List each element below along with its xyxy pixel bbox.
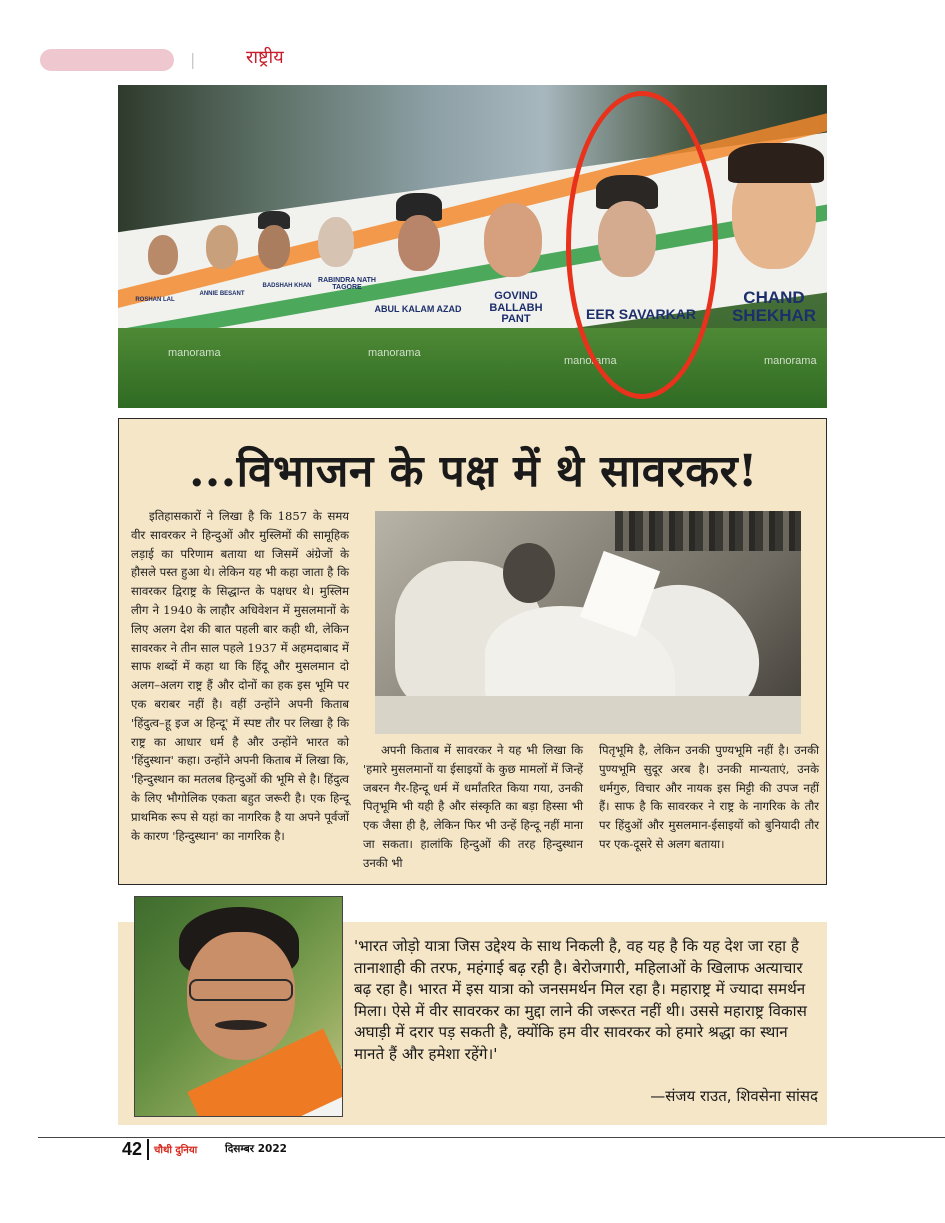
issue-date: दिसम्बर 2022 [225, 1143, 287, 1155]
watermark: manorama [368, 347, 421, 359]
savarkar-photo [375, 511, 801, 734]
watermark: manorama [564, 355, 617, 367]
article-box [118, 418, 827, 885]
highlight-ring [566, 91, 718, 399]
article-headline: ...विभाजन के पक्ष में थे सावरकर! [189, 446, 758, 497]
footer-divider [147, 1139, 149, 1160]
banner-label-1: ROSHAN LAL [135, 297, 175, 303]
banner-label-4: RABINDRA NATH TAGORE [318, 277, 376, 292]
banner-label-2: ANNIE BESANT [199, 291, 245, 297]
banner-label-3: BADSHAH KHAN [262, 283, 312, 289]
banner-label-7: EER SAVARKAR [586, 306, 696, 322]
magazine-logo: चौथी दुनिया [154, 1145, 198, 1156]
quote-attribution: —संजय राउत, शिवसेना सांसद [650, 1087, 818, 1105]
speaker-portrait [134, 896, 343, 1117]
article-column-1: इतिहासकारों ने लिखा है कि 1857 के समय वीर सावरकर ने हिन्दुओं और मुस्लिमों की सामूहिक लड़ाई का परिणाम बताया था जिसमें अंग्रेजों के हौसले पस्त हुआ थे। लेकिन यह भी कहा जाता है कि सावरकर द्विराष्ट्र के सिद्धान्त के पक्षधर थे। मुस्लिम लीग ने 1940 के लाहौर अधिवेशन में मुसलमानों के लिए अलग देश की बात पहली बार कही थी, लेकिन सावरकर ने तीन साल पहले 1937 में अहमदाबाद में साफ शब्दों में कहा था कि हिंदू और मुसलमान दो अलग–अलग राष्ट्र हैं और दोनों का हक इस भूमि पर एक बराबर नहीं है। वहीं उन्होंने अपनी किताब 'हिंदुत्व–हू इज अ हिन्दू' में स्पष्ट तौर पर लिखा है कि राष्ट्र का आधार धर्म है और उन्होंने भारत को 'हिंदुस्थान' कहा। उन्होंने अपनी किताब में लिखा कि, 'हिन्दुस्थान का मतलब हिन्दुओं की भूमि से है। हिंदुत्व के लिए भौगोलिक एकता बहुत जरूरी है। एक हिन्दू प्राथमिक रूप से यहां का नागरिक है या अपने पूर्वजों के कारण 'हिन्दुस्थान' का नागरिक है। [131, 509, 349, 843]
watermark: manorama [764, 355, 817, 367]
page-number: 42 [122, 1139, 143, 1159]
banner-label-8: CHAND SHEKHAR [731, 288, 817, 325]
quote-text: 'भारत जोड़ो यात्रा जिस उद्देश्य के साथ निकली है, वह यह है कि यह देश जा रहा है तानाशाही की तरफ, महंगाई बढ़ रही है। बेरोजगारी, महिलाओं के खिलाफ अत्याचार बढ़ रहा है। भारत में इस यात्रा को जनसमर्थन मिल रहा है। महाराष्ट्र में ज्यादा समर्थन मिला। ऐसे में वीर सावरकर का मुद्दा लाने की जरूरत नहीं थी। उससे महाराष्ट्र विकास अघाड़ी में दरार पड़ सकती है, क्योंकि हम वीर सावरकर को हमारे श्रद्धा का स्थान मानते हैं और हमेशा रहेंगे।' [354, 937, 807, 1063]
footer-rule [38, 1137, 945, 1138]
banner-label-6: GOVIND BALLABH PANT [489, 290, 543, 326]
article-column-2: अपनी किताब में सावरकर ने यह भी लिखा कि 'हमारे मुसलमानों या ईसाइयों के कुछ मामलों में जिन्हें जबरन गैर-हिन्दू धर्म में धर्मांतरित किया गया, उनकी पितृभूमि भी यही है और संस्कृति का बड़ा हिस्सा भी एक जैसा ही है, लेकिन फिर भी उन्हें हिन्दू नहीं माना जा सकता। हालांकि हिन्दुओं की तरह हिन्दुस्थान उनकी भी [363, 743, 583, 870]
section-title: राष्ट्रीय [246, 47, 284, 68]
banner-label-5: ABUL KALAM AZAD [374, 304, 462, 314]
article-column-3: पितृभूमि है, लेकिन उनकी पुण्यभूमि नहीं है। उनकी पुण्यभूमि सुदूर अरब है। उनकी मान्यताएं, उनके धर्मगुरु, विचार और नायक इस मिट्टी की उपज नहीं हैं। साफ है कि सावरकर ने राष्ट्र के नागरिक के तौर पर हिंदुओं और मुसलमान-ईसाइयों को बुनियादी तौर पर एक-दूसरे से अलग बताया। [599, 743, 819, 851]
watermark: manorama [168, 347, 221, 359]
banner-photo [118, 85, 827, 408]
section-tag-pill [40, 49, 174, 71]
header-separator: | [190, 50, 196, 69]
